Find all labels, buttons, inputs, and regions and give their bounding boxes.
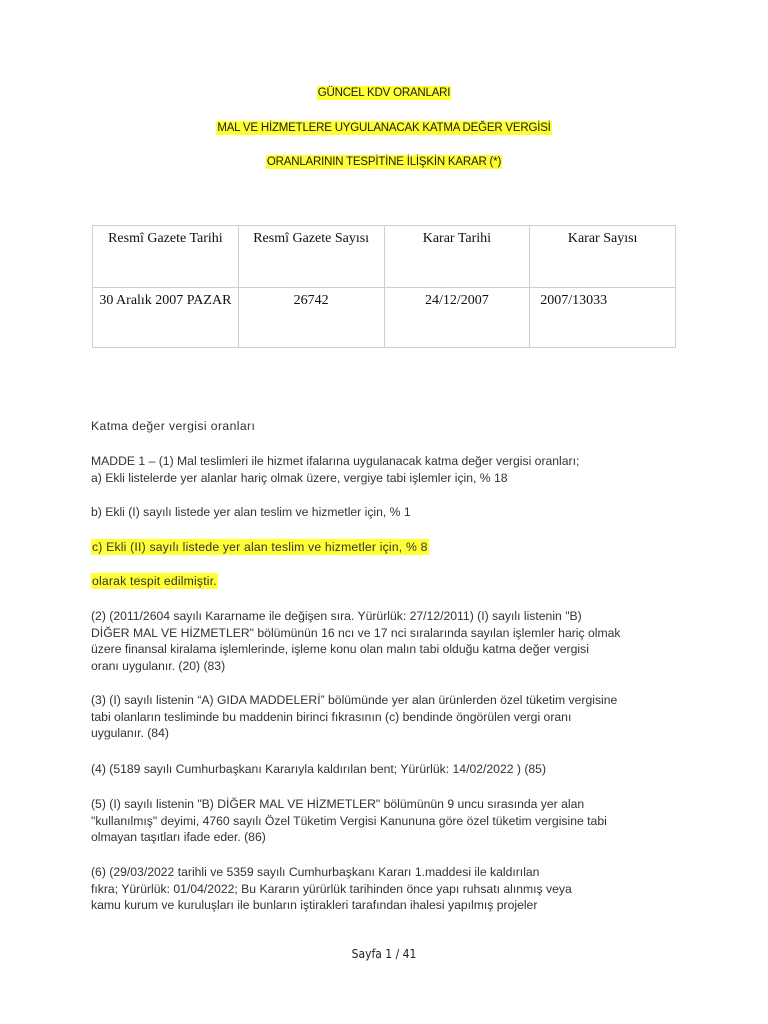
clause-2-line: oranı uygulanır. (20) (83) bbox=[91, 658, 226, 673]
clause-3-line: uygulanır. (84) bbox=[91, 726, 169, 741]
item-c-line: c) Ekli (II) sayılı listede yer alan teslim ve hizmetler için, % 8 bbox=[92, 540, 428, 554]
section-heading-text: Katma değer vergisi oranları bbox=[91, 419, 256, 433]
header-gazette-number: Resmî Gazete Sayısı bbox=[238, 226, 384, 288]
conclusion-line: olarak tespit edilmiştir. bbox=[92, 574, 217, 588]
clause-6-paragraph bbox=[91, 864, 681, 914]
clause-3-paragraph bbox=[91, 692, 681, 742]
document-subtitle-continued bbox=[0, 156, 768, 168]
clause-5-line: "kullanılmış" deyimi, 4760 sayılı Özel Tüketim Vergisi Kanununa göre özel tüketim vergisine tabi bbox=[91, 813, 607, 828]
title-line-2: MAL VE HİZMETLERE UYGULANACAK KATMA DEĞER VERGİSİ bbox=[217, 122, 551, 134]
header-gazette-date: Resmî Gazete Tarihi bbox=[93, 226, 239, 288]
clause-6-line: fıkra; Yürürlük: 01/04/2022; Bu Kararın yürürlük tarihinden önce yapı ruhsatı alınmış veya bbox=[91, 881, 572, 896]
clause-5-line: olmayan taşıtları ifade eder. (86) bbox=[91, 830, 266, 845]
header-decision-date: Karar Tarihi bbox=[384, 226, 530, 288]
gazette-info-table bbox=[92, 225, 676, 348]
clause-4-line: (4) (5189 sayılı Cumhurbaşkanı Kararıyla kaldırılan bent; Yürürlük: 14/02/2022 ) (85) bbox=[91, 762, 547, 776]
document-title bbox=[0, 87, 768, 99]
item-a-line: a) Ekli listelerde yer alanlar hariç olmak üzere, vergiye tabi işlemler için, % 18 bbox=[91, 470, 508, 485]
document-subtitle bbox=[0, 122, 768, 134]
item-c-paragraph bbox=[91, 539, 681, 556]
cell-gazette-date: 30 Aralık 2007 PAZAR bbox=[93, 288, 239, 348]
clause-2-paragraph bbox=[91, 608, 681, 674]
clause-2-line: üzere finansal kiralama işlemlerinde, işleme konu olan malın tabi olduğu katma değer vergisi bbox=[91, 642, 589, 657]
article-1-paragraph bbox=[91, 453, 681, 486]
page-number: Sayfa 1 / 41 bbox=[351, 947, 417, 961]
clause-3-line: (3) (I) sayılı listenin “A) GIDA MADDELERİ” bölümünde yer alan ürünlerden özel tüketim vergisine bbox=[91, 693, 618, 707]
article-1-line: MADDE 1 – (1) Mal teslimleri ile hizmet ifalarına uygulanacak katma değer vergisi oranları; bbox=[91, 454, 580, 468]
header-decision-number: Karar Sayısı bbox=[530, 226, 676, 288]
clause-2-line: DİĞER MAL VE HİZMETLER" bölümünün 16 ncı ve 17 nci sıralarında sayılan işlemler hariç olmak bbox=[91, 625, 621, 640]
cell-decision-number: 2007/13033 bbox=[530, 288, 676, 348]
title-line-1: GÜNCEL KDV ORANLARI bbox=[317, 87, 451, 99]
clause-5-paragraph bbox=[91, 796, 681, 846]
clause-6-line: (6) (29/03/2022 tarihli ve 5359 sayılı Cumhurbaşkanı Kararı 1.maddesi ile kaldırılan bbox=[91, 865, 540, 879]
clause-4-paragraph bbox=[91, 761, 681, 778]
item-b-line: b) Ekli (I) sayılı listede yer alan teslim ve hizmetler için, % 1 bbox=[91, 505, 411, 519]
table-row bbox=[93, 288, 676, 348]
item-b-paragraph bbox=[91, 504, 681, 521]
table-header-row bbox=[93, 226, 676, 288]
cell-decision-date: 24/12/2007 bbox=[384, 288, 530, 348]
clause-2-line: (2) (2011/2604 sayılı Kararname ile değişen sıra. Yürürlük: 27/12/2011) (I) sayılı listenin "B) bbox=[91, 609, 582, 623]
clause-6-line: kamu kurum ve kuruluşları ile bunların iştirakleri tarafından ihalesi yapılmış projeler bbox=[91, 898, 538, 913]
cell-gazette-number: 26742 bbox=[238, 288, 384, 348]
conclusion-paragraph bbox=[91, 573, 681, 590]
clause-5-line: (5) (I) sayılı listenin "B) DİĞER MAL VE HİZMETLER" bölümünün 9 uncu sırasında yer alan bbox=[91, 797, 585, 811]
section-heading bbox=[91, 418, 681, 435]
clause-3-line: tabi olanların tesliminde bu maddenin birinci fıkrasının (c) bendinde öngörülen vergi oranı bbox=[91, 709, 572, 724]
title-line-3: ORANLARININ TESPİTİNE İLİŞKİN KARAR (*) bbox=[266, 156, 502, 168]
